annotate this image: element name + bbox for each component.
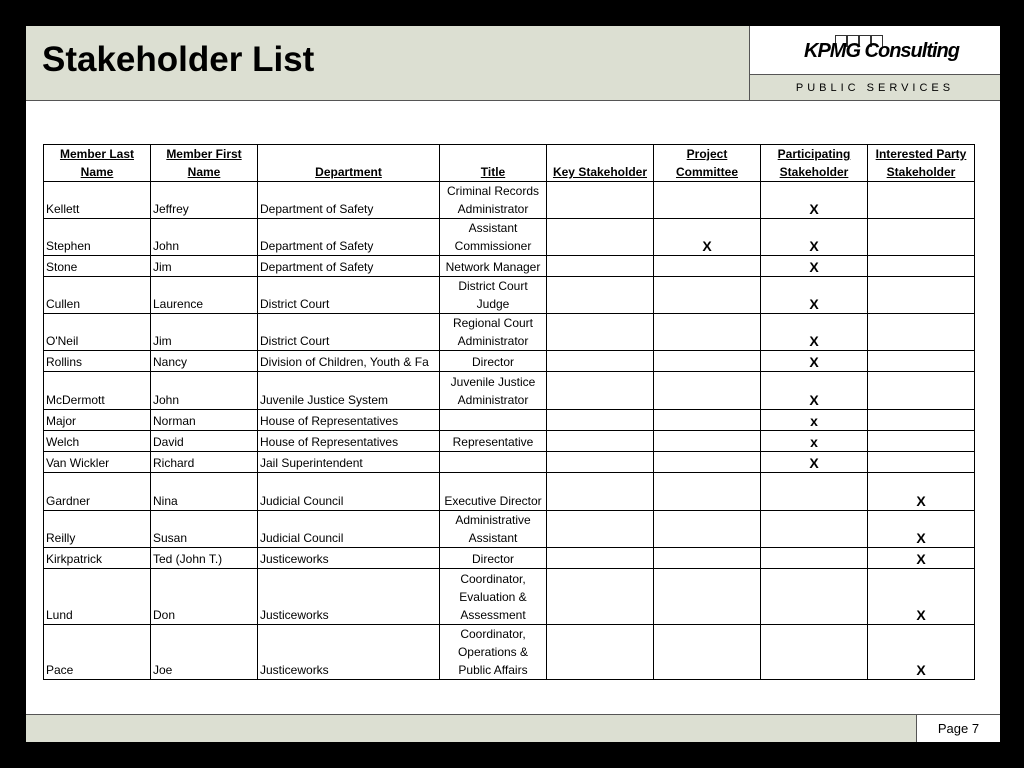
cell-title: Coordinator, Operations & Public Affairs [440,625,547,680]
cell-participating: X [761,219,868,256]
cell-project-committee [654,314,761,351]
cell-department: Justiceworks [258,569,440,625]
cell-department: Department of Safety [258,219,440,256]
table-row [44,410,975,431]
cell-participating: X [761,277,868,314]
table-row [44,182,975,219]
header-participating: Participating Stakeholder [761,145,868,182]
cell-title: Representative [440,431,547,452]
cell-last-name: Rollins [44,351,151,372]
table-row [44,569,975,625]
cell-key-stakeholder [547,452,654,473]
cell-key-stakeholder [547,569,654,625]
title-bar [26,26,750,101]
cell-participating: x [761,410,868,431]
cell-interested [868,351,975,372]
cell-interested: X [868,511,975,548]
table-row [44,351,975,372]
cell-interested [868,182,975,219]
cell-interested [868,314,975,351]
cell-title: Administrative Assistant [440,511,547,548]
cell-title [440,410,547,431]
cell-first-name: Susan [151,511,258,548]
cell-key-stakeholder [547,548,654,569]
table-row [44,452,975,473]
cell-first-name: John [151,372,258,410]
cell-project-committee [654,452,761,473]
cell-last-name: Kirkpatrick [44,548,151,569]
cell-department: Juvenile Justice System [258,372,440,410]
cell-key-stakeholder [547,182,654,219]
cell-last-name: Welch [44,431,151,452]
cell-participating: x [761,431,868,452]
header-project-committee: Project Committee [654,145,761,182]
cell-interested [868,256,975,277]
cell-title: District Court Judge [440,277,547,314]
cell-interested [868,452,975,473]
cell-interested: X [868,548,975,569]
cell-title: Network Manager [440,256,547,277]
cell-title: Executive Director [440,473,547,511]
table-row [44,372,975,410]
cell-key-stakeholder [547,314,654,351]
table-row [44,431,975,452]
header-last-name: Member Last Name [44,145,151,182]
cell-department: Judicial Council [258,473,440,511]
cell-first-name: Ted (John T.) [151,548,258,569]
cell-project-committee [654,625,761,680]
cell-department: House of Representatives [258,431,440,452]
cell-key-stakeholder [547,351,654,372]
cell-key-stakeholder [547,410,654,431]
cell-department: District Court [258,277,440,314]
cell-interested [868,410,975,431]
cell-title [440,452,547,473]
cell-department: Division of Children, Youth & Fa [258,351,440,372]
cell-key-stakeholder [547,219,654,256]
cell-interested [868,277,975,314]
cell-department: Justiceworks [258,625,440,680]
header-department: Department [258,145,440,182]
table-row [44,511,975,548]
cell-project-committee [654,277,761,314]
cell-project-committee [654,511,761,548]
table-header-row [44,145,975,182]
cell-project-committee [654,569,761,625]
cell-last-name: Lund [44,569,151,625]
table-row [44,314,975,351]
cell-last-name: Cullen [44,277,151,314]
header-first-name: Member First Name [151,145,258,182]
cell-interested: X [868,569,975,625]
cell-first-name: Jim [151,314,258,351]
cell-participating: X [761,182,868,219]
cell-first-name: Norman [151,410,258,431]
cell-interested [868,431,975,452]
cell-last-name: O'Neil [44,314,151,351]
page-number-box [916,714,1000,742]
header-title: Title [440,145,547,182]
cell-interested: X [868,625,975,680]
cell-department: Judicial Council [258,511,440,548]
cell-department: Justiceworks [258,548,440,569]
table-row [44,548,975,569]
header-interested: Interested Party Stakeholder [868,145,975,182]
company-logo: KPMG Consulting [804,40,959,62]
cell-project-committee [654,431,761,452]
cell-title: Assistant Commissioner [440,219,547,256]
cell-first-name: Joe [151,625,258,680]
cell-first-name: Jim [151,256,258,277]
logo-box [750,26,1000,75]
stakeholder-table [43,144,975,680]
cell-key-stakeholder [547,256,654,277]
cell-first-name: Laurence [151,277,258,314]
cell-title: Director [440,351,547,372]
cell-first-name: David [151,431,258,452]
page-number: Page 7 [937,721,980,736]
cell-key-stakeholder [547,473,654,511]
table-row [44,256,975,277]
cell-project-committee [654,548,761,569]
cell-participating [761,473,868,511]
cell-participating: X [761,351,868,372]
slide [26,26,1000,742]
cell-key-stakeholder [547,372,654,410]
cell-department: Department of Safety [258,256,440,277]
cell-interested [868,372,975,410]
page-title: Stakeholder List [42,40,315,79]
cell-project-committee [654,410,761,431]
cell-last-name: Stone [44,256,151,277]
cell-participating [761,625,868,680]
cell-first-name: Richard [151,452,258,473]
cell-department: Department of Safety [258,182,440,219]
cell-first-name: Nina [151,473,258,511]
cell-last-name: Reilly [44,511,151,548]
cell-first-name: Nancy [151,351,258,372]
cell-key-stakeholder [547,511,654,548]
division-label: PUBLIC SERVICES [795,82,955,94]
cell-department: Jail Superintendent [258,452,440,473]
footer-bar [26,714,1000,742]
cell-first-name: Don [151,569,258,625]
cell-participating: X [761,452,868,473]
table-row [44,219,975,256]
cell-first-name: John [151,219,258,256]
cell-last-name: Van Wickler [44,452,151,473]
cell-project-committee [654,473,761,511]
cell-participating: X [761,256,868,277]
cell-last-name: Kellett [44,182,151,219]
cell-title: Coordinator, Evaluation & Assessment [440,569,547,625]
cell-project-committee: X [654,219,761,256]
cell-participating [761,511,868,548]
table-row [44,473,975,511]
cell-first-name: Jeffrey [151,182,258,219]
cell-interested [868,219,975,256]
cell-project-committee [654,372,761,410]
cell-last-name: Gardner [44,473,151,511]
cell-key-stakeholder [547,277,654,314]
cell-department: House of Representatives [258,410,440,431]
cell-participating: X [761,314,868,351]
cell-project-committee [654,182,761,219]
table-row [44,277,975,314]
table-row [44,625,975,680]
cell-department: District Court [258,314,440,351]
cell-title: Criminal Records Administrator [440,182,547,219]
cell-last-name: Major [44,410,151,431]
cell-project-committee [654,351,761,372]
cell-interested: X [868,473,975,511]
cell-title: Director [440,548,547,569]
cell-title: Juvenile Justice Administrator [440,372,547,410]
cell-last-name: McDermott [44,372,151,410]
cell-last-name: Pace [44,625,151,680]
cell-key-stakeholder [547,431,654,452]
cell-project-committee [654,256,761,277]
cell-participating [761,548,868,569]
cell-title: Regional Court Administrator [440,314,547,351]
header-key-stakeholder: Key Stakeholder [547,145,654,182]
cell-last-name: Stephen [44,219,151,256]
division-banner [750,75,1000,101]
cell-participating: X [761,372,868,410]
cell-key-stakeholder [547,625,654,680]
cell-participating [761,569,868,625]
